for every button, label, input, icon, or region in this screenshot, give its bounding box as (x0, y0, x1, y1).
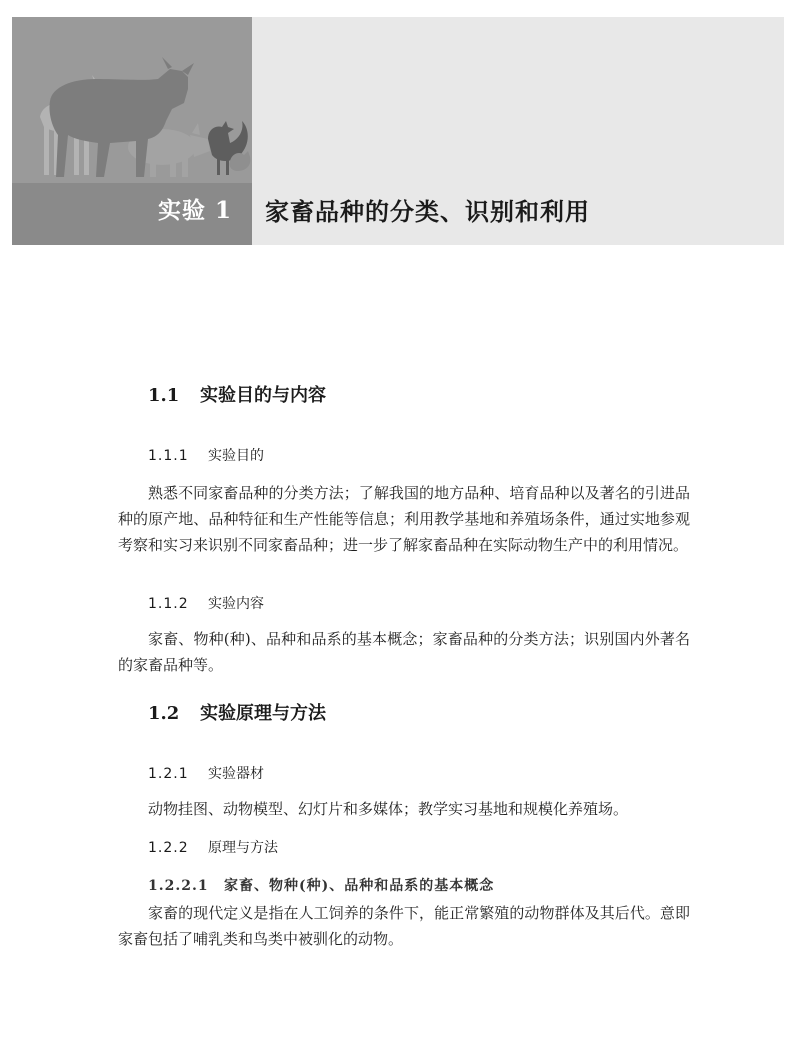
subsection-number: 1.1.1 (148, 448, 189, 464)
section-heading-1-2 (148, 702, 326, 726)
subsection-number: 1.1.2 (148, 596, 189, 612)
subsection-title: 实验内容 (208, 596, 264, 612)
chapter-label-box (12, 183, 252, 245)
subsubsection-number: 1.2.2.1 (148, 878, 209, 894)
section-title: 实验原理与方法 (200, 703, 326, 724)
subsection-heading-1-1-2 (148, 594, 264, 614)
section-number: 1.1 (148, 385, 180, 406)
subsubsection-title: 家畜、物种(种)、品种和品系的基本概念 (224, 878, 495, 894)
subsection-heading-1-2-1 (148, 764, 264, 784)
section-title: 实验目的与内容 (200, 385, 326, 406)
paragraph-content: 家畜、物种(种)、品种和品系的基本概念；家畜品种的分类方法；识别国内外著名的家畜品种等。 (118, 630, 690, 674)
paragraph-definition: 家畜的现代定义是指在人工饲养的条件下，能正常繁殖的动物群体及其后代。意即家畜包括了哺乳类和鸟类中被驯化的动物。 (118, 904, 690, 948)
chapter-title: 家畜品种的分类、识别和利用 (265, 197, 590, 226)
subsection-title: 实验目的 (208, 448, 264, 464)
subsection-heading-1-2-2 (148, 838, 278, 858)
subsubsection-heading-1-2-2-1 (148, 876, 494, 896)
section-heading-1-1 (148, 384, 326, 408)
subsection-heading-1-1-1 (148, 446, 264, 466)
livestock-illustration (12, 17, 252, 183)
subsection-title: 实验器材 (208, 766, 264, 782)
section-number: 1.2 (148, 703, 180, 724)
subsection-title: 原理与方法 (208, 840, 278, 856)
chapter-number: 实验 1 (157, 197, 232, 224)
paragraph-equipment: 动物挂图、动物模型、幻灯片和多媒体；教学实习基地和规模化养殖场。 (148, 800, 629, 818)
subsection-number: 1.2.2 (148, 840, 189, 856)
subsection-number: 1.2.1 (148, 766, 189, 782)
paragraph-purpose: 熟悉不同家畜品种的分类方法；了解我国的地方品种、培育品种以及著名的引进品种的原产地、品种特征和生产性能等信息；利用教学基地和养殖场条件，通过实地参观考察和实习来识别不同家畜品种；进一步了解家畜品种在实际动物生产中的利用情况。 (118, 484, 690, 554)
